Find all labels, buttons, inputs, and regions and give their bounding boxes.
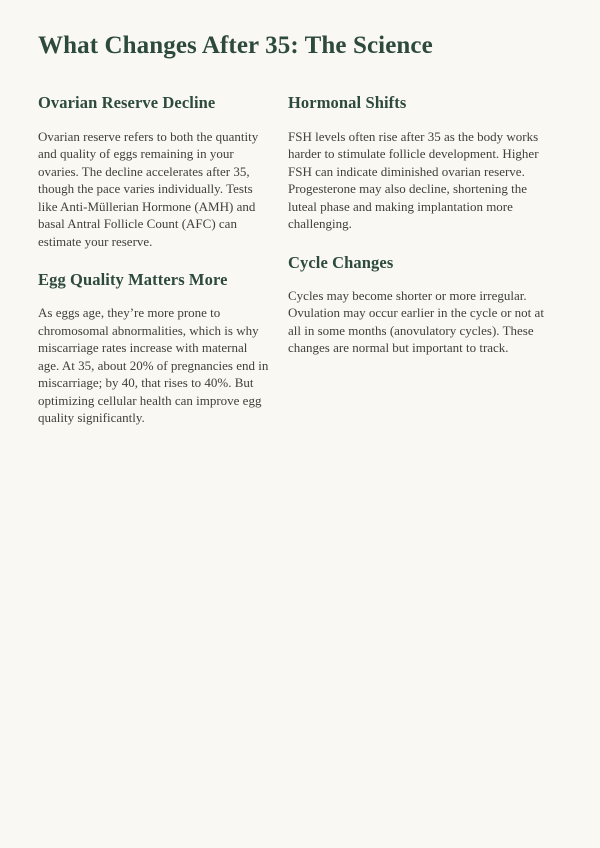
section-heading: Hormonal Shifts: [288, 93, 407, 113]
section-paragraph: Cycles may become shorter or more irregular. Ovulation may occur earlier in the cycle or not at all in some months (anovulatory cycles). These changes are normal but important to track.: [288, 287, 544, 356]
two-column-layout: [38, 92, 558, 446]
right-column: [288, 92, 558, 376]
section-heading: Cycle Changes: [288, 252, 394, 272]
section-cycle-changes: [288, 252, 558, 357]
section-paragraph: FSH levels often rise after 35 as the body works harder to stimulate follicle development. Higher FSH can indicate diminished ovarian reserve. Progesterone may also decline, shortening the luteal phase and making implantation more challenging.: [288, 128, 539, 232]
section-ovarian-reserve: [38, 92, 270, 250]
section-hormonal-shifts: [288, 92, 558, 232]
section-heading: Ovarian Reserve Decline: [38, 93, 216, 113]
section-paragraph: As eggs age, they’re more prone to chromosomal abnormalities, which is why miscarriage rates increase with maternal age. At 35, about 20% of pregnancies end in miscarriage; by 40, that rises to 40%. But optimizing cellular health can improve egg quality significantly.: [38, 305, 269, 426]
section-egg-quality: [38, 269, 270, 427]
section-paragraph: Ovarian reserve refers to both the quantity and quality of eggs remaining in your ovaries. The decline accelerates after 35, though the pace varies individually. Tests like Anti-Müllerian Hormone (AMH) and basal Antral Follicle Count (AFC) can estimate your reserve.: [38, 128, 259, 249]
left-column: [38, 92, 270, 446]
page-title: What Changes After 35: The Science: [38, 32, 433, 59]
section-heading: Egg Quality Matters More: [38, 270, 228, 290]
